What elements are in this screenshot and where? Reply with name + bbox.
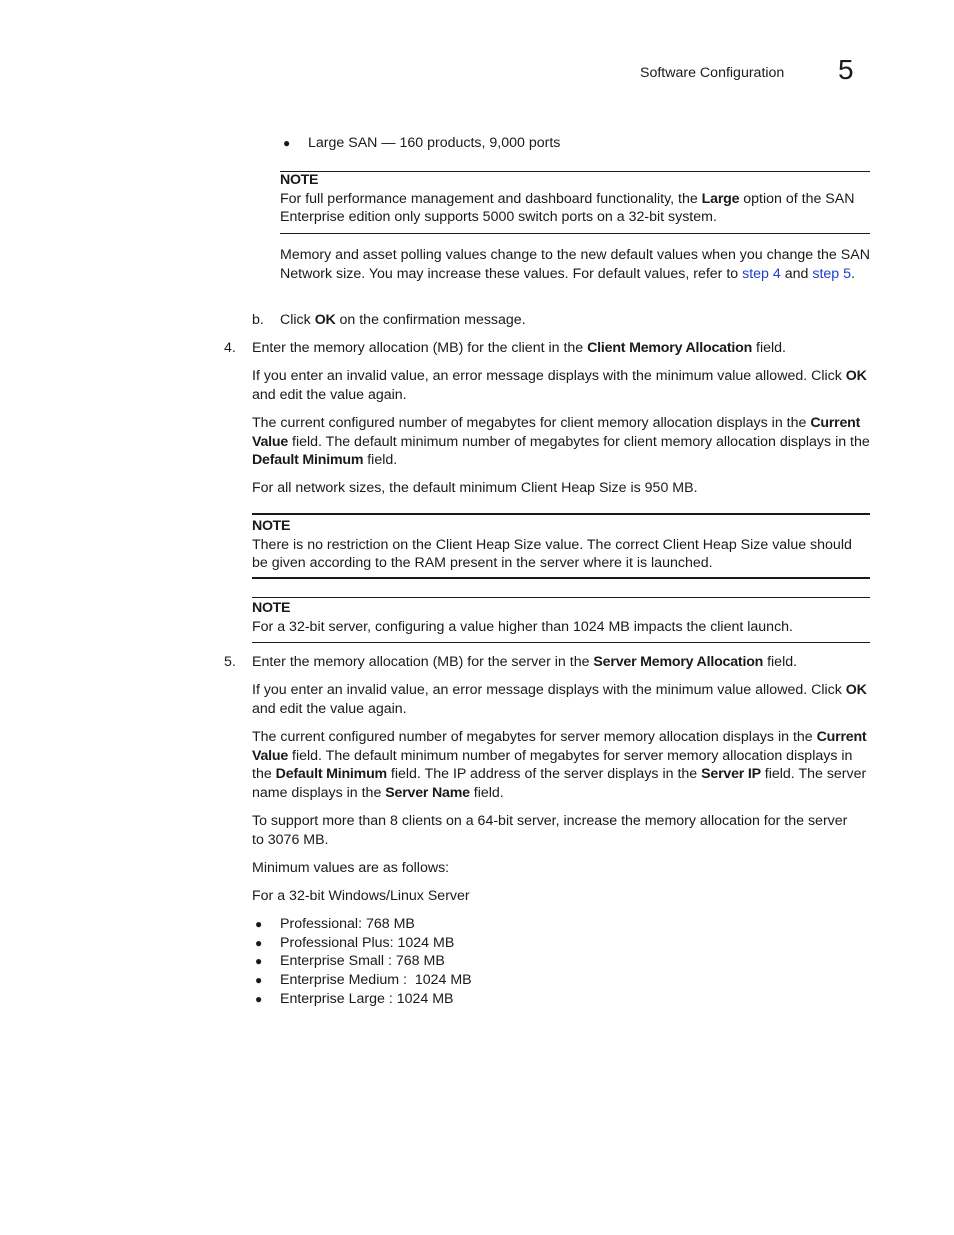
text-run: and edit the value again. — [252, 386, 407, 403]
bullet-icon: ● — [255, 973, 263, 987]
note-text: For a 32-bit server, configuring a value higher than 1024 MB impacts the client launch. — [252, 618, 794, 635]
step-5-paragraph-1 — [252, 681, 872, 718]
step-4-paragraph-2 — [252, 414, 872, 470]
text-run: field. The server name displays in the — [252, 766, 867, 802]
bold-term: Client Memory Allocation — [587, 340, 753, 356]
list-item: Enterprise Small : 768 MB — [280, 953, 445, 969]
step-4-paragraph-1 — [252, 367, 872, 404]
step-b-text — [280, 311, 870, 330]
note-label: NOTE — [252, 518, 291, 534]
note-top-rule — [252, 513, 870, 515]
bold-term: Server Name — [385, 785, 470, 802]
text-run: field. The default minimum number of megabytes for server memory allocation displays in the — [252, 747, 853, 783]
running-header-title: Software Configuration — [640, 65, 785, 81]
text-run: Enter the memory allocation (MB) for the client in the — [252, 340, 588, 356]
step-4-text — [252, 339, 872, 358]
note-bottom-rule — [252, 577, 870, 579]
step-5-paragraph-2 — [252, 728, 872, 803]
note-label: NOTE — [280, 172, 319, 188]
text-run: Click — [280, 312, 315, 328]
text-run: The current configured number of megabytes for client memory allocation displays in the — [252, 415, 811, 431]
bold-term: Large — [701, 190, 740, 207]
step-4-link[interactable]: step 4 — [742, 265, 781, 282]
step-5-text — [252, 653, 872, 672]
bold-term: Current Value — [252, 415, 861, 450]
text-run: field. — [752, 340, 786, 356]
list-item: Enterprise Large : 1024 MB — [280, 991, 454, 1007]
bold-term: Server IP — [701, 766, 761, 783]
text-run: If you enter an invalid value, an error message displays with the minimum value allowed. Click — [252, 682, 846, 698]
step-5-label: 5. — [224, 654, 236, 670]
text-run: and — [780, 265, 813, 282]
text-run: field. The IP address of the server displays in the — [386, 766, 702, 783]
text-run: Memory and asset polling values change to the new default values when you change the SAN Network size. You may increase these values. For default values, refer to — [280, 247, 870, 282]
text-run: field. — [363, 452, 398, 469]
step-5-paragraph-5: For a 32-bit Windows/Linux Server — [252, 888, 470, 904]
text-run: option of the SAN Enterprise edition only supports 5000 switch ports on a 32-bit system. — [280, 190, 855, 226]
bold-term: OK — [845, 682, 867, 698]
note-label: NOTE — [252, 600, 291, 616]
text-run: Enter the memory allocation (MB) for the server in the — [252, 654, 594, 670]
step-4-label: 4. — [224, 340, 236, 356]
memory-polling-paragraph — [280, 246, 870, 283]
note-text — [280, 190, 870, 227]
step-5-paragraph-3: To support more than 8 clients on a 64-bit server, increase the memory allocation for the server to 3076 MB. — [252, 813, 848, 848]
note-bottom-rule — [280, 233, 870, 234]
bold-term: OK — [845, 368, 867, 384]
text-run: For full performance management and dashboard functionality, the — [280, 190, 702, 207]
text-run: If you enter an invalid value, an error message displays with the minimum value allowed. Click — [252, 368, 846, 384]
list-item: Enterprise Medium : 1024 MB — [280, 972, 472, 988]
step-b-label: b. — [252, 312, 264, 328]
note-box-3 — [252, 599, 870, 636]
step-4-paragraph-3: For all network sizes, the default minimum Client Heap Size is 950 MB. — [252, 480, 698, 496]
bullet-icon: ● — [255, 917, 263, 931]
bold-term: OK — [314, 312, 336, 328]
text-run: on the confirmation message. — [335, 312, 526, 328]
text-run: field. The default minimum number of megabytes for client memory allocation displays in the — [288, 433, 870, 450]
text-run: field. — [469, 785, 504, 802]
text-run: field. — [763, 654, 798, 670]
step-5-paragraph-4: Minimum values are as follows: — [252, 860, 450, 876]
text-run: and edit the value again. — [252, 700, 407, 717]
bold-term: Default Minimum — [275, 766, 387, 783]
note-box-1 — [280, 171, 870, 227]
bullet-icon: ● — [283, 136, 291, 150]
chapter-number: 5 — [838, 54, 854, 85]
top-bullet-text: Large SAN — 160 products, 9,000 ports — [308, 135, 561, 151]
note-top-rule — [252, 597, 870, 598]
bullet-icon: ● — [255, 954, 263, 968]
note-text: There is no restriction on the Client Heap Size value. The correct Client Heap Size value should be given according to the RAM present in the server where it is launched. — [252, 536, 852, 572]
text-run: The current configured number of megabytes for server memory allocation displays in the — [252, 729, 817, 745]
bold-term: Default Minimum — [252, 452, 364, 469]
bullet-icon: ● — [255, 936, 263, 950]
bullet-icon: ● — [255, 992, 263, 1006]
bold-term: Server Memory Allocation — [593, 654, 764, 670]
note-box-2 — [252, 517, 870, 573]
note-bottom-rule — [252, 642, 870, 643]
list-item: Professional Plus: 1024 MB — [280, 935, 455, 951]
text-run: . — [851, 265, 855, 282]
step-5-link[interactable]: step 5 — [812, 265, 851, 282]
bold-term: Current Value — [252, 729, 867, 764]
list-item: Professional: 768 MB — [280, 916, 415, 932]
